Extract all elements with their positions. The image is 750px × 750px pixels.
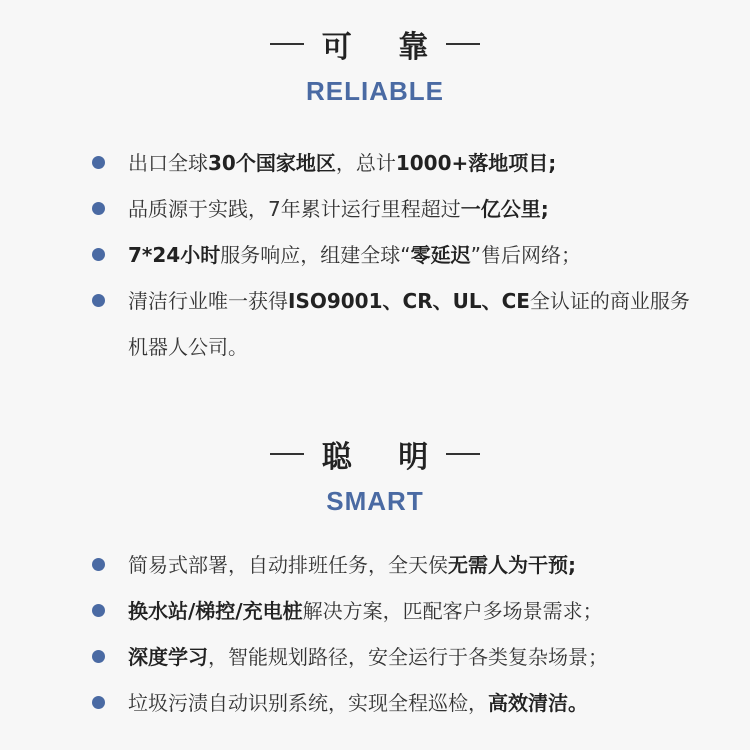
bullet-dot-icon bbox=[92, 156, 105, 169]
item-bold: 1000+落地项目; bbox=[395, 151, 557, 175]
list-item bbox=[92, 542, 702, 588]
item-bold: 高效清洁。 bbox=[488, 691, 588, 715]
item-bold: 无需人为干预; bbox=[448, 553, 576, 577]
smart-title-zh: 聪 明 bbox=[321, 440, 447, 475]
item-text: 出口全球 bbox=[128, 151, 208, 175]
bullet-dot-icon bbox=[92, 650, 105, 663]
list-item bbox=[92, 634, 702, 680]
reliable-title-zh: 可 靠 bbox=[321, 30, 447, 65]
item-text: 全认证的商业服务机器人公司。 bbox=[128, 289, 690, 359]
item-bold: 30个国家地区 bbox=[208, 151, 336, 175]
reliable-list bbox=[92, 140, 702, 370]
item-bold: 零延迟 bbox=[410, 243, 471, 267]
item-text: ”售后网络； bbox=[470, 243, 581, 267]
item-bold: 一亿公里; bbox=[460, 197, 549, 221]
bullet-dot-icon bbox=[92, 202, 105, 215]
list-item bbox=[92, 232, 702, 278]
smart-section bbox=[0, 432, 750, 517]
list-item bbox=[92, 588, 702, 634]
list-item bbox=[92, 186, 702, 232]
item-bold: 深度学习 bbox=[128, 645, 208, 669]
item-text: 品质源于实践，7年累计运行里程超过 bbox=[128, 197, 461, 221]
heading-dash-left bbox=[270, 453, 304, 455]
bullet-dot-icon bbox=[92, 558, 105, 571]
bullet-dot-icon bbox=[92, 696, 105, 709]
item-text: 服务响应，组建全球“ bbox=[220, 243, 411, 267]
reliable-title-en: RELIABLE bbox=[306, 76, 444, 106]
item-text: 简易式部署，自动排班任务，全天侯 bbox=[128, 553, 448, 577]
list-item bbox=[92, 140, 702, 186]
item-text: ，总计 bbox=[335, 151, 396, 175]
reliable-section bbox=[0, 22, 750, 107]
item-bold: ISO9001、CR、UL、CE bbox=[288, 289, 530, 313]
reliable-heading bbox=[0, 22, 750, 66]
item-bold: 7*24小时 bbox=[128, 243, 221, 267]
item-text: 解决方案，匹配客户多场景需求； bbox=[302, 599, 603, 623]
bullet-dot-icon bbox=[92, 294, 105, 307]
item-bold: 换水站/梯控/充电桩 bbox=[128, 599, 303, 623]
list-item bbox=[92, 278, 702, 370]
heading-dash-left bbox=[270, 43, 304, 45]
list-item bbox=[92, 680, 702, 726]
heading-dash-right bbox=[446, 43, 480, 45]
bullet-dot-icon bbox=[92, 604, 105, 617]
item-text: 垃圾污渍自动识别系统，实现全程巡检， bbox=[128, 691, 488, 715]
bullet-dot-icon bbox=[92, 248, 105, 261]
smart-heading bbox=[0, 432, 750, 476]
item-text: ，智能规划路径，安全运行于各类复杂场景； bbox=[208, 645, 608, 669]
item-text: 清洁行业唯一获得 bbox=[128, 289, 288, 313]
smart-title-en: SMART bbox=[326, 486, 424, 516]
smart-list bbox=[92, 542, 702, 726]
heading-dash-right bbox=[446, 453, 480, 455]
